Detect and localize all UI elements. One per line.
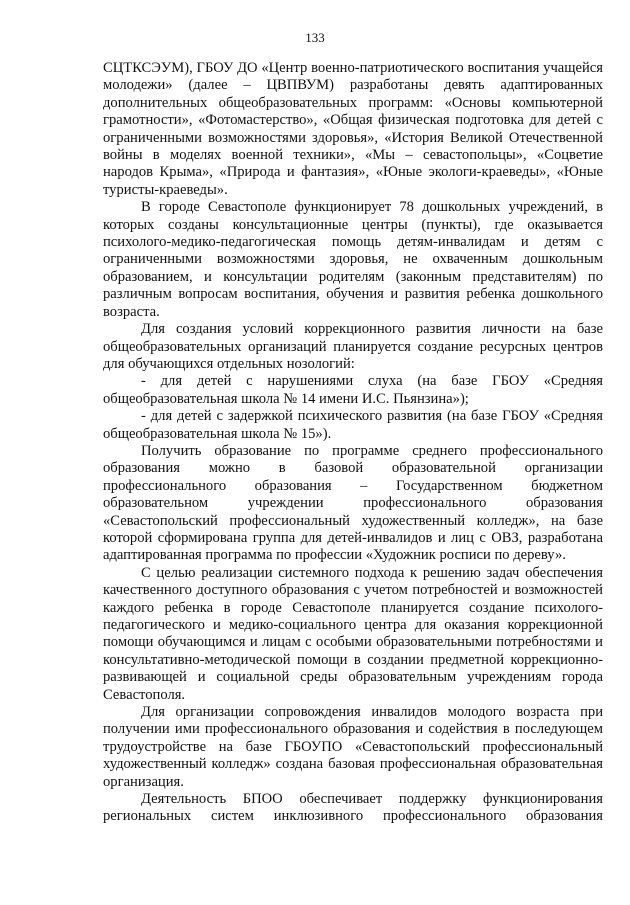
paragraph-2: В городе Севастополе функционирует 78 дошкольных учреждений, в которых созданы консультационные центры (пункты), где оказывается психолого-медико-педагогическая помощь детям-инвалидам и детям с ограниченными возможностями здоровья, не охваченным дошкольным образованием, и консультации родителям (законным представителям) по различным вопросам воспитания, обучения и развития ребенка дошкольного возраста. — [103, 199, 603, 320]
paragraph-4: Получить образование по программе среднего профессионального образования можно в базовой образовательной организации профессионального образования – Государственном бюджетном образовательном учреждении профессионального образования «Севастопольский профессиональный художественный колледж», на базе которой сформирована группа для детей-инвалидов и лиц с ОВЗ, разработана адаптированная программа по профессии «Художник росписи по дереву». — [103, 442, 603, 564]
paragraph-6: Для организации сопровождения инвалидов молодого возраста при получении ими профессионального образования и содействия в последующем трудоустройстве на базе ГБОУПО «Севастопольский профессиональный художественный колледж» создана базовая профессиональная образовательная организация. — [103, 704, 603, 790]
paragraph-1: СЦТКСЭУМ), ГБОУ ДО «Центр военно-патриотического воспитания учащейся молодежи» (далее – ЦВПВУМ) разработаны девять адаптированных дополнительных общеобразовательных программ: «Основы компьютерной грамотности», «Фотомастерство», «Общая физическая подготовка для детей с ограниченными возможностями здоровья», «История Великой Отечественной войны в моделях военной техники», «Мы – севастопольцы», «Соцветие народов Крыма», «Природа и фантазия», «Юные экологи-краеведы», «Юные туристы-краеведы». — [103, 60, 603, 198]
list-item-1: - для детей с нарушениями слуха (на базе ГБОУ «Средняя общеобразовательная школа № 14 имени И.С. Пьянзина»); — [103, 373, 603, 407]
list-item-2: - для детей с задержкой психического развития (на базе ГБОУ «Средняя общеобразовательная школа № 15»). — [103, 408, 603, 442]
page-number: 133 — [305, 30, 325, 45]
paragraph-5: С целью реализации системного подхода к решению задач обеспечения качественного доступного образования с учетом потребностей и возможностей каждого ребенка в городе Севастополе планируется создание психолого-педагогического и медико-социального центра для оказания коррекционной помощи обучающимся и лицам с особыми образовательными потребностями и консультативно-методической помощи в создании предметной коррекционно-развивающей и социальной среды образовательным учреждениям города Севастополя. — [103, 564, 603, 703]
document-body — [103, 60, 603, 826]
paragraph-7: Деятельность БПОО обеспечивает поддержку функционирования региональных систем инклюзивного профессионального образования — [103, 791, 603, 825]
paragraph-3: Для создания условий коррекционного развития личности на базе общеобразовательных организаций планируется создание ресурсных центров для обучающихся отдельных нозологий: — [103, 321, 603, 372]
